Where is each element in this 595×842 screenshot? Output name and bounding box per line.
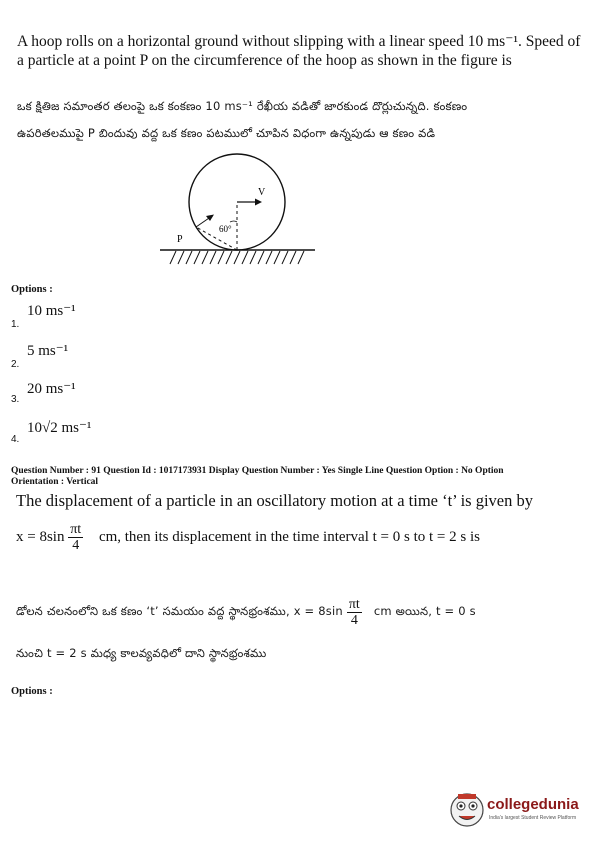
question-1-telugu-line-2: ఉపరితలముపై P బిందువు వద్ద ఒక కణం పటములో చూపిన విధంగా ఉన్నపుడు ఆ కణం వడి	[17, 126, 436, 140]
telugu-line-1-part-a: డోలన చలనంలోని ఒక కణం ‘t’ సమయం వద్ద స్థానభ్రంశము, x = 8sin	[16, 604, 343, 618]
question-2-telugu-line-2: నుంచి t = 2 s మధ్య కాలవ్యవధిలో దాని స్థానభ్రంశము	[16, 646, 267, 660]
point-p-label: P	[177, 234, 183, 245]
telugu-fraction-denominator: 4	[347, 612, 362, 628]
angle-label: 60°	[219, 224, 232, 234]
question-2-telugu-line-1	[16, 597, 476, 628]
velocity-label: V	[258, 187, 266, 198]
option-3-value: 20 ms⁻¹	[27, 381, 76, 397]
angle-arc	[230, 221, 237, 222]
question-2-equation-line	[16, 522, 480, 553]
question-2-text-line-1: The displacement of a particle in an oscillatory motion at a time ‘t’ is given by	[16, 491, 533, 510]
question-1-telugu-line-1: ఒక క్షితిజ సమాంతర తలంపై ఒక కంకణం 10 ms⁻¹ రేఖీయ వడితో జారకుండ దొర్లుచున్నది. కంకణం	[17, 99, 468, 113]
option-4-number: 4.	[11, 434, 20, 445]
logo-wordmark: collegedunia	[487, 796, 579, 813]
question-2-meta-line-1: Question Number : 91 Question Id : 1017173931 Display Question Number : Yes Single Line Question Option : No Option	[11, 466, 504, 476]
logo-tagline: India's largest Student Review Platform	[489, 815, 577, 821]
p-arrowhead	[206, 215, 214, 222]
collegedunia-logo	[449, 790, 579, 830]
option-3-number: 3.	[11, 394, 20, 405]
question-2-meta-line-2: Orientation : Vertical	[11, 477, 99, 487]
logo-mascot-icon	[449, 792, 485, 828]
equation-prefix: x = 8sin	[16, 528, 65, 545]
telugu-fraction-numerator: πt	[348, 597, 360, 612]
telugu-equation-fraction	[347, 597, 362, 628]
option-4-value: 10√2 ms⁻¹	[27, 420, 92, 436]
option-2-number: 2.	[11, 359, 20, 370]
fraction-denominator: 4	[68, 537, 83, 553]
hoop-figure	[160, 150, 330, 275]
equation-suffix: cm, then its displacement in the time interval t = 0 s to t = 2 s is	[98, 528, 480, 545]
option-1-number: 1.	[11, 319, 20, 330]
fraction-numerator: πt	[70, 522, 82, 537]
option-2-value: 5 ms⁻¹	[27, 343, 69, 359]
option-1-value: 10 ms⁻¹	[27, 303, 76, 319]
ground-hatching	[170, 251, 304, 264]
telugu-line-1-part-b: cm అయిన, t = 0 s	[373, 604, 476, 618]
options-title-q1: Options :	[11, 284, 53, 295]
question-1-text: A hoop rolls on a horizontal ground without slipping with a linear speed 10 ms⁻¹. Speed of a particle at a point P on the circumference of the hoop as shown in the figure is	[17, 33, 581, 69]
velocity-arrowhead	[255, 199, 262, 206]
options-title-q2: Options :	[11, 686, 53, 697]
equation-fraction	[68, 522, 83, 553]
